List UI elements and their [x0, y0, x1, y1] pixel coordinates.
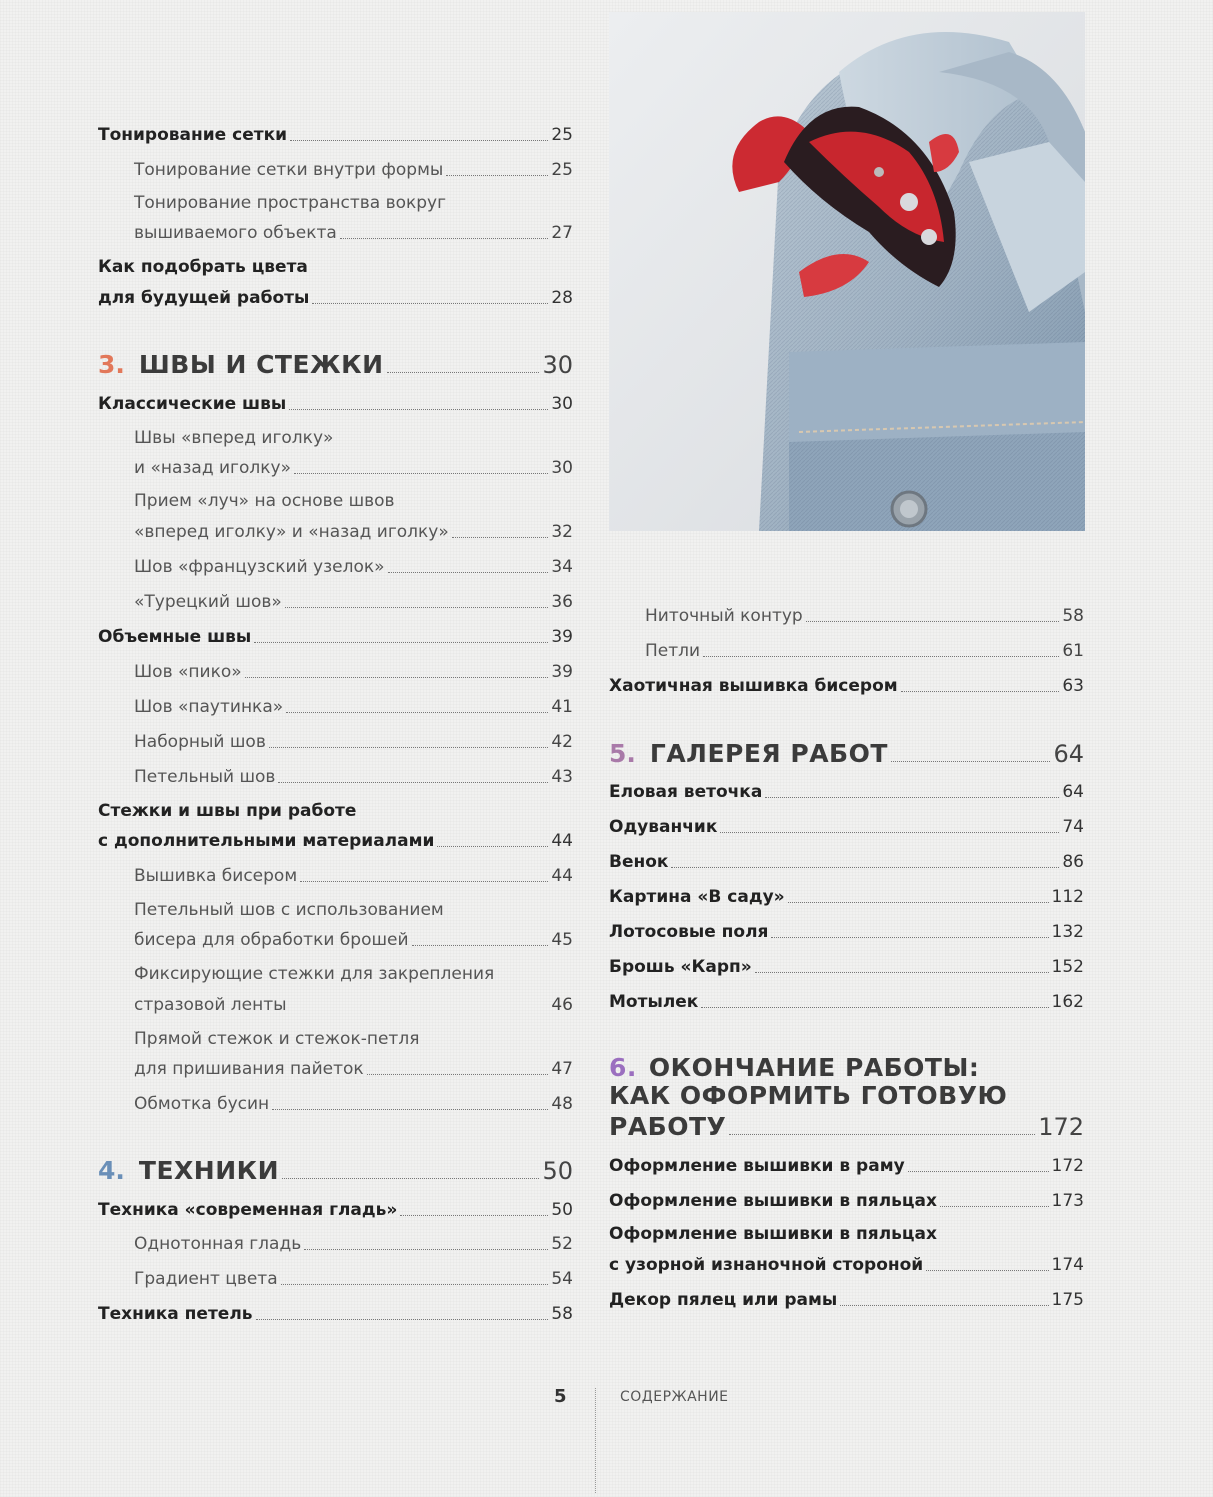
toc-entry[interactable]: и «назад иголку» 30	[134, 458, 573, 478]
chapter-heading-3[interactable]: 3. ШВЫ И СТЕЖКИ 30	[98, 350, 573, 379]
leader-dots	[755, 972, 1049, 973]
leader-dots	[671, 867, 1059, 868]
toc-entry[interactable]: Картина «В саду» 112	[609, 887, 1084, 907]
leader-dots	[940, 1206, 1049, 1207]
toc-entry[interactable]: Техника «современная гладь» 50	[98, 1200, 573, 1220]
toc-entry[interactable]: Брошь «Карп» 152	[609, 957, 1084, 977]
toc-entry[interactable]: Техника петель 58	[98, 1304, 573, 1324]
chapter-heading-5[interactable]: 5. ГАЛЕРЕЯ РАБОТ 64	[609, 739, 1084, 768]
leader-dots	[286, 712, 548, 713]
toc-entry[interactable]: Мотылек 162	[609, 992, 1084, 1012]
toc-entry[interactable]: «вперед иголку» и «назад иголку» 32	[134, 522, 573, 542]
leader-dots	[281, 1284, 549, 1285]
toc-entry[interactable]: бисера для обработки брошей 45	[134, 930, 573, 950]
leader-dots	[788, 902, 1049, 903]
leader-dots	[729, 1134, 1035, 1135]
toc-entry[interactable]: Одуванчик 74	[609, 817, 1084, 837]
leader-dots	[926, 1270, 1048, 1271]
koi-brooch-jacket-photo	[609, 12, 1085, 531]
leader-dots	[290, 1010, 549, 1011]
leader-dots	[245, 677, 549, 678]
leader-dots	[304, 1249, 548, 1250]
toc-entry-line1: Оформление вышивки в пяльцах	[609, 1224, 937, 1244]
leader-dots	[891, 761, 1051, 762]
leader-dots	[806, 621, 1060, 622]
toc-entry[interactable]: Петельный шов 43	[134, 767, 573, 787]
toc-entry-line1: Фиксирующие стежки для закрепления	[134, 964, 495, 984]
chapter-heading-6[interactable]: РАБОТУ 172	[609, 1112, 1084, 1141]
chapter-heading-4[interactable]: 4. ТЕХНИКИ 50	[98, 1156, 573, 1185]
leader-dots	[840, 1305, 1048, 1306]
leader-dots	[437, 846, 548, 847]
toc-entry[interactable]: Петли 61	[645, 641, 1084, 661]
leader-dots	[256, 1319, 549, 1320]
page-number: 5	[554, 1386, 567, 1407]
toc-entry-line1: Стежки и швы при работе	[98, 801, 357, 821]
leader-dots	[452, 537, 549, 538]
toc-entry[interactable]: Ниточный контур 58	[645, 606, 1084, 626]
toc-entry[interactable]: Шов «паутинка» 41	[134, 697, 573, 717]
leader-dots	[908, 1171, 1049, 1172]
toc-entry[interactable]: для будущей работы 28	[98, 288, 573, 308]
leader-dots	[400, 1215, 548, 1216]
leader-dots	[367, 1074, 549, 1075]
leader-dots	[703, 656, 1059, 657]
toc-entry[interactable]: вышиваемого объекта 27	[134, 223, 573, 243]
leader-dots	[272, 1109, 548, 1110]
toc-entry[interactable]: Однотонная гладь 52	[134, 1234, 573, 1254]
section-label: СОДЕРЖАНИЕ	[620, 1389, 729, 1405]
leader-dots	[340, 238, 549, 239]
leader-dots	[771, 937, 1048, 938]
toc-entry[interactable]: Лотосовые поля 132	[609, 922, 1084, 942]
leader-dots	[387, 372, 540, 373]
leader-dots	[294, 473, 548, 474]
leader-dots	[765, 797, 1059, 798]
toc-entry[interactable]: с дополнительными материалами 44	[98, 831, 573, 851]
leader-dots	[412, 945, 549, 946]
leader-dots	[312, 303, 548, 304]
toc-entry-line1: Прием «луч» на основе швов	[134, 491, 395, 511]
toc-entry[interactable]: Тонирование сетки внутри формы 25	[134, 160, 573, 180]
toc-entry-line1: Швы «вперед иголку»	[134, 428, 334, 448]
toc-entry[interactable]: Градиент цвета 54	[134, 1269, 573, 1289]
leader-dots	[254, 642, 548, 643]
leader-dots	[282, 1178, 539, 1179]
leader-dots	[269, 747, 549, 748]
toc-entry[interactable]: Еловая веточка 64	[609, 782, 1084, 802]
leader-dots	[278, 782, 548, 783]
leader-dots	[701, 1007, 1048, 1008]
toc-entry[interactable]: Обмотка бусин 48	[134, 1094, 573, 1114]
chapter-heading-6-line1: 6. ОКОНЧАНИЕ РАБОТЫ:	[609, 1053, 980, 1082]
footer-divider	[595, 1388, 596, 1493]
toc-entry-line1: Петельный шов с использованием	[134, 900, 444, 920]
leader-dots	[300, 881, 548, 882]
toc-entry[interactable]: для пришивания пайеток 47	[134, 1059, 573, 1079]
toc-entry[interactable]: с узорной изнаночной стороной 174	[609, 1255, 1084, 1275]
toc-entry[interactable]: Объемные швы 39	[98, 627, 573, 647]
leader-dots	[285, 607, 549, 608]
toc-entry[interactable]: Оформление вышивки в пяльцах 173	[609, 1191, 1084, 1211]
leader-dots	[720, 832, 1059, 833]
leader-dots	[289, 409, 548, 410]
toc-entry[interactable]: Венок 86	[609, 852, 1084, 872]
toc-entry[interactable]: Классические швы 30	[98, 394, 573, 414]
toc-entry[interactable]: Декор пялец или рамы 175	[609, 1290, 1084, 1310]
toc-entry[interactable]: Вышивка бисером 44	[134, 866, 573, 886]
leader-dots	[901, 691, 1060, 692]
chapter-heading-6-line2: КАК ОФОРМИТЬ ГОТОВУЮ	[609, 1081, 1008, 1110]
leader-dots	[290, 140, 548, 141]
photo-illustration	[609, 12, 1085, 531]
toc-entry[interactable]: «Турецкий шов» 36	[134, 592, 573, 612]
toc-entry[interactable]: Тонирование сетки 25	[98, 125, 573, 145]
toc-entry[interactable]: Наборный шов 42	[134, 732, 573, 752]
toc-entry[interactable]: стразовой ленты 46	[134, 995, 573, 1015]
toc-entry-line1: Тонирование пространства вокруг	[134, 193, 447, 213]
toc-entry-line1: Как подобрать цвета	[98, 257, 308, 277]
toc-entry[interactable]: Шов «французский узелок» 34	[134, 557, 573, 577]
toc-entry[interactable]: Шов «пико» 39	[134, 662, 573, 682]
toc-entry[interactable]: Хаотичная вышивка бисером 63	[609, 676, 1084, 696]
toc-entry-line1: Прямой стежок и стежок-петля	[134, 1029, 420, 1049]
toc-entry[interactable]: Оформление вышивки в раму 172	[609, 1156, 1084, 1176]
leader-dots	[388, 572, 549, 573]
leader-dots	[446, 175, 548, 176]
